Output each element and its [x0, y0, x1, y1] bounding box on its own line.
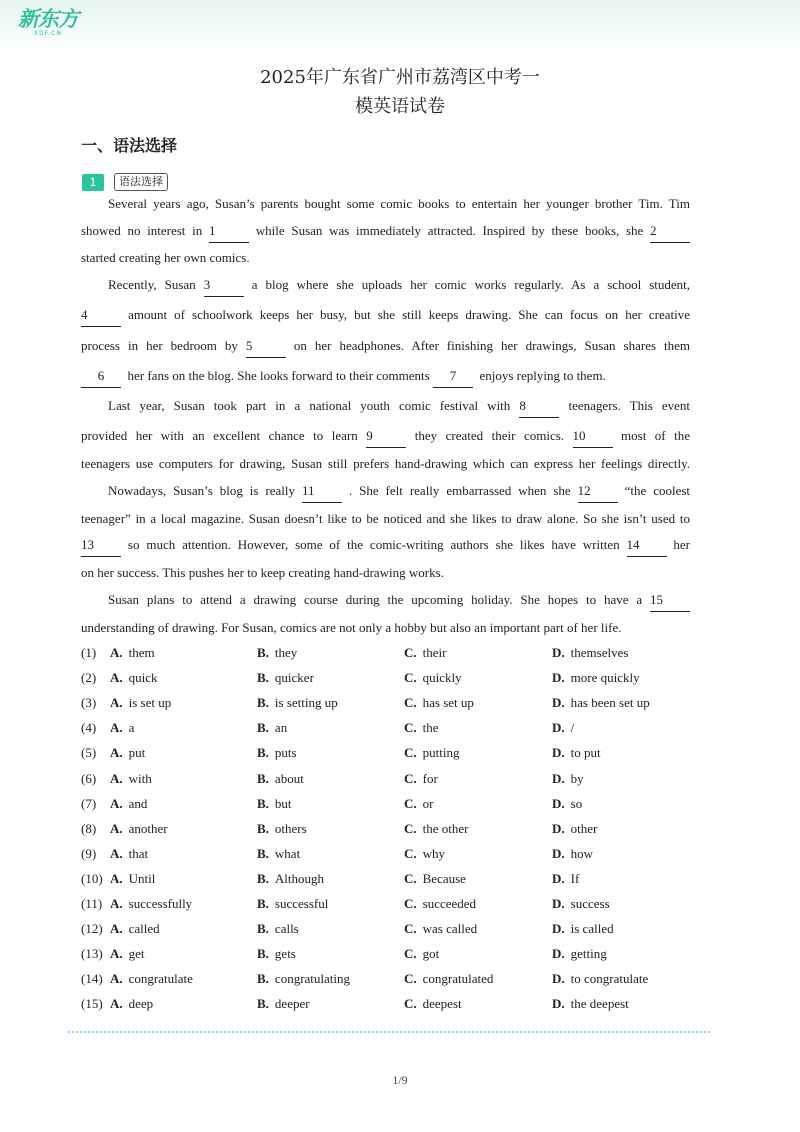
option-d: [552, 970, 648, 988]
option-text: and: [128, 795, 148, 811]
option-text: deeper: [274, 996, 310, 1012]
option-letter: C.: [404, 921, 417, 937]
option-row: [81, 970, 721, 988]
option-a: [110, 770, 152, 788]
option-text: for: [422, 770, 438, 786]
option-letter: B.: [257, 720, 269, 736]
option-text: succeeded: [422, 896, 477, 911]
option-row: [81, 845, 721, 863]
option-text: themselves: [570, 645, 629, 660]
blank-14: 14: [627, 538, 667, 557]
option-letter: D.: [552, 695, 565, 711]
option-b: [257, 945, 296, 963]
option-letter: D.: [552, 845, 565, 861]
option-a: [110, 995, 153, 1013]
option-text: gets: [274, 946, 296, 962]
option-a: [110, 795, 147, 813]
blank-10: 10: [573, 429, 613, 448]
option-d: [552, 820, 597, 838]
dotted-divider: [68, 1031, 710, 1033]
option-text: the: [422, 720, 439, 736]
option-letter: A.: [110, 896, 123, 911]
option-text: Although: [274, 870, 325, 886]
option-letter: D.: [552, 795, 565, 811]
option-letter: C.: [404, 845, 417, 861]
option-letter: C.: [404, 996, 417, 1012]
page-number: 1/9: [392, 1073, 408, 1087]
option-text: more quickly: [570, 670, 640, 686]
option-text: their: [422, 645, 447, 660]
option-d: [552, 719, 574, 737]
option-letter: A.: [110, 971, 123, 987]
option-d: [552, 995, 629, 1013]
option-number: (5): [81, 745, 97, 761]
option-letter: C.: [404, 670, 417, 686]
option-letter: B.: [257, 670, 269, 686]
option-letter: A.: [110, 720, 123, 736]
option-text: was called: [422, 921, 478, 937]
page-title-line1: 2025年广东省广州市荔湾区中考一: [260, 67, 540, 88]
option-text: why: [422, 845, 446, 861]
option-letter: A.: [110, 845, 123, 861]
passage-line: Nowadays, Susan’s blog is really 11 . She felt really embarrassed when she 12 “the coolest: [81, 483, 690, 503]
option-letter: D.: [552, 896, 565, 911]
option-letter: B.: [257, 996, 269, 1012]
option-letter: C.: [404, 946, 417, 962]
option-text: put: [128, 745, 146, 761]
passage-line: process in her bedroom by 5 on her headphones. After finishing her drawings, Susan shares them: [81, 338, 690, 358]
option-letter: C.: [404, 695, 417, 711]
option-letter: B.: [257, 645, 269, 660]
option-c: [404, 895, 476, 913]
blank-2: 2: [650, 224, 690, 243]
option-b: [257, 669, 314, 687]
option-c: [404, 920, 477, 938]
passage-line: Susan plans to attend a drawing course during the upcoming holiday. She hopes to have a 15: [81, 592, 690, 612]
passage-line: teenager” in a local magazine. Susan doesn’t like to be noticed and she likes to draw alone. So she isn’t used to: [81, 511, 690, 526]
option-a: [110, 820, 168, 838]
option-letter: C.: [404, 795, 417, 811]
question-type-tag: 语法选择: [114, 173, 168, 191]
option-text: how: [570, 845, 594, 861]
option-c: [404, 694, 474, 712]
option-a: [110, 970, 193, 988]
logo-text-en: XDF.CN: [34, 30, 62, 37]
option-number: (11): [81, 896, 103, 911]
option-letter: B.: [257, 896, 269, 911]
option-a: [110, 945, 145, 963]
option-number: (4): [81, 720, 97, 736]
option-letter: B.: [257, 921, 269, 937]
passage-line: Several years ago, Susan’s parents bought some comic books to entertain her younger brother Tim. Tim: [108, 196, 690, 211]
option-number: (9): [81, 845, 97, 861]
option-text: by: [570, 770, 584, 786]
option-letter: C.: [404, 645, 417, 660]
option-letter: B.: [257, 820, 269, 836]
passage-line: 4 amount of schoolwork keeps her busy, but she still keeps drawing. She can focus on her creative: [81, 307, 690, 327]
option-text: another: [128, 820, 168, 836]
passage-line: teenagers use computers for drawing, Susan still prefers hand-drawing which can express her feelings directly.: [81, 456, 690, 471]
passage-line: started creating her own comics.: [81, 250, 250, 265]
option-a: [110, 694, 171, 712]
option-text: about: [274, 770, 304, 786]
option-letter: A.: [110, 645, 123, 660]
blank-7: 7: [433, 369, 473, 388]
option-letter: A.: [110, 820, 123, 836]
option-d: [552, 920, 614, 938]
passage-line: provided her with an excellent chance to learn 9 they created their comics. 10 most of the: [81, 428, 690, 448]
option-letter: A.: [110, 870, 123, 886]
option-number: (13): [81, 946, 103, 962]
option-text: If: [570, 870, 580, 886]
option-letter: C.: [404, 971, 417, 987]
option-letter: B.: [257, 695, 269, 711]
option-text: puts: [274, 745, 297, 761]
option-b: [257, 644, 297, 662]
option-text: has set up: [422, 695, 474, 711]
option-row: [81, 945, 721, 963]
option-text: /: [570, 720, 575, 736]
option-b: [257, 995, 310, 1013]
option-row: [81, 770, 721, 788]
option-row: [81, 694, 721, 712]
option-d: [552, 694, 650, 712]
xdf-logo: [18, 8, 78, 38]
option-letter: A.: [110, 770, 123, 786]
option-a: [110, 870, 155, 888]
option-letter: D.: [552, 971, 565, 987]
blank-12: 12: [578, 484, 618, 503]
option-text: successfully: [128, 896, 193, 911]
option-c: [404, 719, 439, 737]
option-text: the deepest: [570, 996, 629, 1012]
option-d: [552, 644, 628, 662]
option-a: [110, 744, 145, 762]
passage-line: understanding of drawing. For Susan, comics are not only a hobby but also an important part of her life.: [81, 620, 622, 635]
option-c: [404, 744, 459, 762]
section-title: 一、语法选择: [81, 136, 178, 155]
blank-4: 4: [81, 308, 121, 327]
option-text: the other: [422, 820, 469, 836]
option-number: (12): [81, 921, 103, 937]
option-letter: C.: [404, 745, 417, 761]
option-b: [257, 795, 292, 813]
blank-1: 1: [209, 224, 249, 243]
page-title-line2: 模英语试卷: [355, 96, 445, 117]
blank-13: 13: [81, 538, 121, 557]
blank-15: 15: [650, 593, 690, 612]
option-text: with: [128, 770, 152, 786]
option-text: to congratulate: [570, 971, 649, 987]
option-text: Until: [128, 870, 156, 886]
blank-9: 9: [366, 429, 406, 448]
option-d: [552, 845, 593, 863]
option-letter: B.: [257, 745, 269, 761]
option-b: [257, 920, 299, 938]
option-number: (7): [81, 795, 97, 811]
option-a: [110, 845, 148, 863]
option-text: is set up: [128, 695, 172, 711]
option-letter: D.: [552, 770, 565, 786]
option-b: [257, 970, 350, 988]
option-letter: A.: [110, 695, 123, 711]
option-text: that: [128, 845, 149, 861]
question-number-badge: 1: [82, 174, 104, 191]
option-c: [404, 995, 462, 1013]
header-band: [0, 0, 800, 52]
option-row: [81, 744, 721, 762]
option-letter: D.: [552, 870, 565, 886]
blank-8: 8: [519, 399, 559, 418]
option-c: [404, 669, 462, 687]
option-d: [552, 870, 579, 888]
option-text: successful: [274, 896, 329, 911]
option-c: [404, 970, 493, 988]
logo-text-cn: 新东方: [18, 7, 78, 31]
option-b: [257, 719, 287, 737]
option-number: (14): [81, 971, 103, 987]
option-d: [552, 895, 610, 913]
option-b: [257, 770, 304, 788]
option-text: getting: [570, 946, 607, 962]
option-c: [404, 845, 445, 863]
passage-line: 13 so much attention. However, some of the comic-writing authors she likes have written 14 her: [81, 537, 690, 557]
option-c: [404, 820, 468, 838]
option-a: [110, 669, 158, 687]
option-letter: B.: [257, 870, 269, 886]
option-d: [552, 669, 640, 687]
option-letter: A.: [110, 795, 123, 811]
option-letter: B.: [257, 770, 269, 786]
option-text: calls: [274, 921, 299, 937]
option-letter: D.: [552, 670, 565, 686]
option-number: (15): [81, 996, 103, 1012]
option-text: other: [570, 820, 598, 836]
option-c: [404, 795, 433, 813]
option-c: [404, 770, 438, 788]
option-d: [552, 770, 584, 788]
option-text: others: [274, 820, 307, 836]
option-letter: B.: [257, 795, 269, 811]
option-text: quicker: [274, 670, 314, 686]
option-number: (3): [81, 695, 97, 711]
option-text: congratulated: [422, 971, 494, 987]
blank-3: 3: [204, 278, 244, 297]
option-text: congratulating: [274, 971, 351, 987]
option-text: but: [274, 795, 292, 811]
option-letter: A.: [110, 745, 123, 761]
option-c: [404, 870, 466, 888]
option-number: (10): [81, 870, 103, 886]
option-text: what: [274, 845, 301, 861]
option-letter: C.: [404, 870, 417, 886]
blank-11: 11: [302, 484, 342, 503]
option-text: got: [422, 946, 440, 962]
option-row: [81, 669, 721, 687]
option-b: [257, 820, 307, 838]
option-letter: C.: [404, 820, 417, 836]
option-letter: B.: [257, 971, 269, 987]
option-d: [552, 744, 601, 762]
option-letter: D.: [552, 921, 565, 937]
option-letter: D.: [552, 720, 565, 736]
option-row: [81, 870, 721, 888]
option-letter: D.: [552, 946, 565, 962]
option-text: success: [570, 896, 610, 911]
option-a: [110, 920, 160, 938]
option-text: called: [128, 921, 160, 937]
option-text: an: [274, 720, 288, 736]
option-letter: C.: [404, 896, 417, 911]
option-number: (6): [81, 770, 97, 786]
option-text: is setting up: [274, 695, 338, 711]
option-text: so: [570, 795, 583, 811]
option-row: [81, 795, 721, 813]
option-text: has been set up: [570, 695, 650, 711]
option-text: Because: [422, 870, 466, 886]
option-text: or: [422, 795, 434, 811]
option-text: is called: [570, 921, 614, 937]
option-number: (2): [81, 670, 97, 686]
option-b: [257, 744, 297, 762]
option-row: [81, 719, 721, 737]
option-row: [81, 644, 721, 662]
option-text: them: [128, 645, 155, 660]
passage-line: on her success. This pushes her to keep creating hand-drawing works.: [81, 565, 444, 580]
option-number: (1): [81, 645, 97, 660]
option-letter: C.: [404, 720, 417, 736]
option-letter: A.: [110, 996, 123, 1012]
passage-line: 6 her fans on the blog. She looks forward to their comments 7 enjoys replying to them.: [81, 368, 690, 388]
option-text: deepest: [422, 996, 462, 1012]
option-letter: D.: [552, 820, 565, 836]
option-letter: D.: [552, 996, 565, 1012]
option-row: [81, 820, 721, 838]
option-text: quick: [128, 670, 158, 686]
option-row: [81, 995, 721, 1013]
option-letter: C.: [404, 770, 417, 786]
blank-6: 6: [81, 369, 121, 388]
option-b: [257, 694, 338, 712]
option-row: [81, 895, 721, 913]
option-text: a: [128, 720, 135, 736]
option-text: they: [274, 645, 298, 660]
option-letter: D.: [552, 645, 565, 660]
option-c: [404, 644, 446, 662]
option-b: [257, 895, 328, 913]
option-text: congratulate: [128, 971, 193, 987]
passage-line: showed no interest in 1 while Susan was immediately attracted. Inspired by these books, she 2: [81, 223, 690, 243]
option-c: [404, 945, 439, 963]
option-text: deep: [128, 996, 154, 1012]
passage-line: Last year, Susan took part in a national youth comic festival with 8 teenagers. This event: [81, 398, 690, 418]
option-text: to put: [570, 745, 601, 761]
option-letter: B.: [257, 946, 269, 962]
option-d: [552, 795, 582, 813]
option-letter: B.: [257, 845, 269, 861]
option-letter: A.: [110, 946, 123, 962]
option-letter: A.: [110, 921, 123, 937]
option-b: [257, 845, 300, 863]
option-text: putting: [422, 745, 460, 761]
option-a: [110, 644, 155, 662]
option-b: [257, 870, 324, 888]
option-a: [110, 719, 134, 737]
option-number: (8): [81, 820, 97, 836]
option-text: get: [128, 946, 145, 962]
option-text: quickly: [422, 670, 462, 686]
blank-5: 5: [246, 339, 286, 358]
option-letter: A.: [110, 670, 123, 686]
passage-line: Recently, Susan 3 a blog where she uploads her comic works regularly. As a school student,: [81, 277, 690, 297]
option-a: [110, 895, 192, 913]
option-row: [81, 920, 721, 938]
option-d: [552, 945, 607, 963]
option-letter: D.: [552, 745, 565, 761]
